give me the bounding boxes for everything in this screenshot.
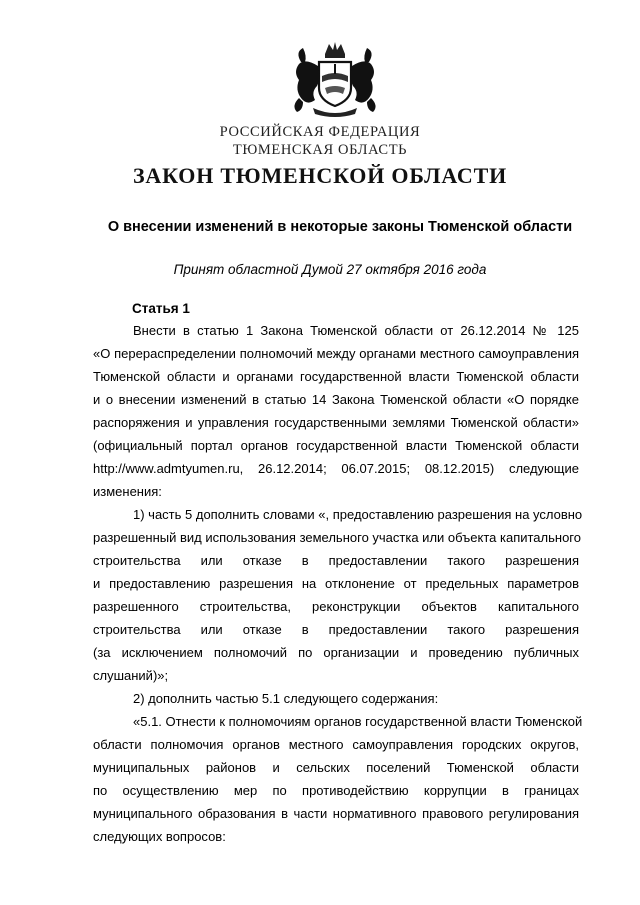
body-line: http://www.admtyumen.ru, 26.12.2014; 06.07.2015; 08.12.2015) следующие — [93, 461, 579, 476]
region-name: ТЮМЕНСКАЯ ОБЛАСТЬ — [232, 142, 408, 158]
country-name: РОССИЙСКАЯ ФЕДЕРАЦИЯ — [219, 124, 421, 140]
body-line: следующих вопросов: — [93, 829, 226, 844]
body-line: и предоставлению разрешения на отклонение от предельных параметров — [93, 576, 579, 591]
body-line: области полномочия органов местного самоуправления городских округов, — [93, 737, 579, 752]
body-line: 1) часть 5 дополнить словами «, предоставлению разрешения на условно — [133, 507, 583, 522]
body-line: изменения: — [93, 484, 162, 499]
document-title: О внесении изменений в некоторые законы Тюменской области — [107, 219, 573, 235]
body-line: Внести в статью 1 Закона Тюменской области от 26.12.2014 № 125 — [133, 323, 579, 338]
body-line: «О перераспределении полномочий между органами местного самоуправления — [93, 346, 579, 361]
law-heading: ЗАКОН ТЮМЕНСКОЙ ОБЛАСТИ — [132, 163, 507, 188]
body-line: и о внесении изменений в статью 14 Закона Тюменской области «О порядке — [93, 392, 579, 407]
body-line: строительства или отказе в предоставлении такого разрешения — [93, 622, 579, 637]
body-line: муниципальных районов и сельских поселений Тюменской области — [93, 760, 579, 775]
adoption-note: Принят областной Думой 27 октября 2016 года — [173, 262, 487, 277]
body-line: слушаний)»; — [93, 668, 169, 683]
article-heading: Статья 1 — [132, 301, 190, 316]
body-line: 2) дополнить частью 5.1 следующего содержания: — [133, 691, 439, 706]
body-line: (официальный портал органов государственной власти Тюменской области — [93, 438, 579, 453]
body-line: разрешенный вид использования земельного участка или объекта капитального — [93, 530, 581, 545]
body-line: строительства или отказе в предоставлении такого разрешения — [93, 553, 579, 568]
body-line: Тюменской области и органами государственной власти Тюменской области — [93, 369, 579, 384]
body-line: «5.1. Отнести к полномочиям органов государственной власти Тюменской — [133, 714, 583, 729]
body-line: разрешенного строительства, реконструкции объектов капитального — [93, 599, 579, 614]
body-line: по осуществлению мер по противодействию коррупции в границах — [93, 783, 579, 798]
body-line: муниципального образования в части нормативного правового регулирования — [93, 806, 579, 821]
body-line: распоряжения и управления государственными землями Тюменской области» — [93, 415, 579, 430]
body-line: (за исключением полномочий по организации и проведению публичных — [93, 645, 579, 660]
